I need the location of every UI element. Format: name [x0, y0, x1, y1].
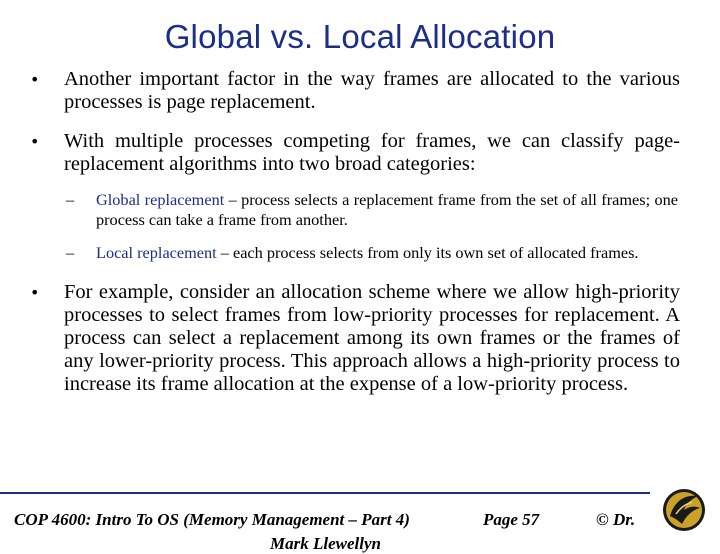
- bullet-symbol: •: [30, 70, 40, 89]
- footer-author: Mark Llewellyn: [270, 534, 381, 553]
- sub-bullet-dash: –: [66, 190, 75, 209]
- ucf-pegasus-logo-icon: [656, 480, 712, 536]
- footer-course: COP 4600: Intro To OS (Memory Management – Part 4): [14, 510, 410, 529]
- edge-mask: [712, 480, 720, 540]
- bullet-symbol: •: [30, 283, 40, 302]
- sub-bullet-item: [66, 243, 678, 263]
- sub-bullet-text: – process selects a replacement frame from the set of all frames; one process can take a frame from another.: [96, 190, 678, 229]
- bullet-text: For example, consider an allocation scheme where we allow high-priority processes to select frames from low-priority processes for replacement. A process can select a replacement among its own frames or the frames of any lower-priority process. This approach allows a high-priority process to increase its frame allocation at the expense of a low-priority process.: [64, 281, 680, 395]
- footer-copyright: © Dr.: [596, 510, 636, 529]
- bullet-text: Another important factor in the way frames are allocated to the various processes is page replacement.: [64, 68, 680, 113]
- bullet-item: [30, 130, 680, 176]
- sub-bullet-term: Global replacement: [96, 190, 225, 209]
- footer-divider: [0, 492, 650, 494]
- slide-content: [30, 68, 680, 396]
- bullet-symbol: •: [30, 132, 40, 151]
- sub-bullet-dash: –: [66, 243, 75, 262]
- sub-bullet-text: – each process selects from only its own set of allocated frames.: [216, 243, 639, 262]
- bullet-item: [30, 281, 680, 396]
- slide-footer: [0, 496, 655, 553]
- slide-title: Global vs. Local Allocation: [164, 18, 556, 55]
- footer-page-number: Page 57: [483, 510, 540, 529]
- bullet-text: With multiple processes competing for frames, we can classify page-replacement algorithms into two broad categories:: [64, 130, 680, 175]
- sub-bullet-term: Local replacement: [96, 243, 217, 262]
- sub-bullet-item: [66, 190, 678, 230]
- bullet-item: [30, 68, 680, 114]
